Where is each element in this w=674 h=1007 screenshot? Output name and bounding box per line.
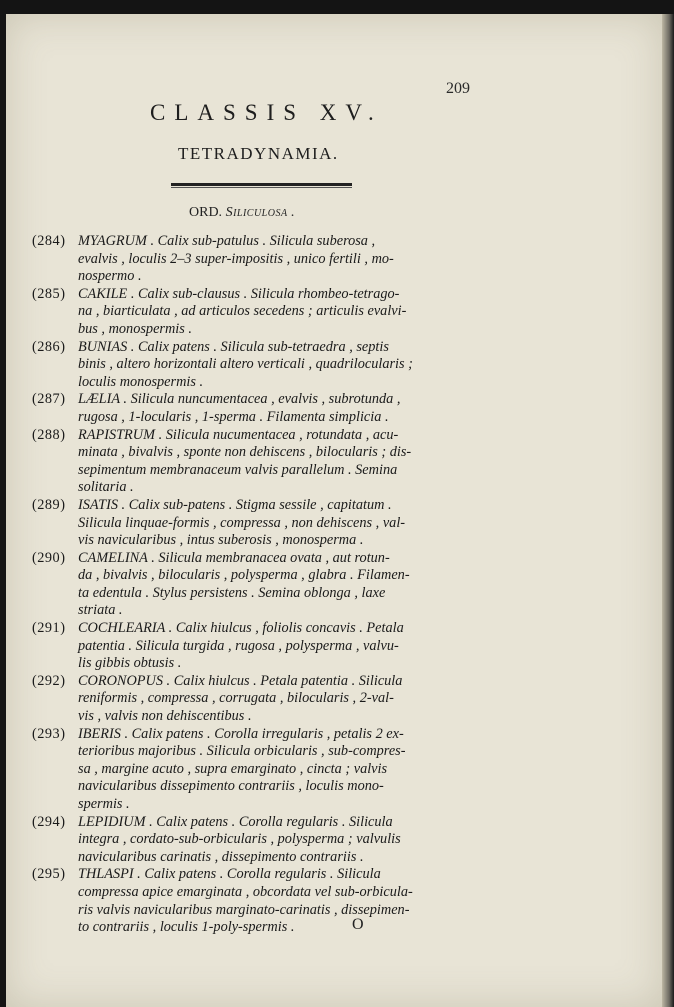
entry-description	[78, 497, 502, 550]
entry-description	[78, 427, 502, 497]
entry-line: nospermo .	[78, 268, 142, 285]
entry-line: bus , monospermis .	[78, 320, 192, 337]
genus-entry	[32, 814, 502, 867]
entry-line: RAPISTRUM . Silicula nucumentacea , rotundata , acu-	[78, 426, 399, 443]
genus-entry	[32, 550, 502, 620]
genus-entries	[32, 233, 502, 937]
genus-entry	[32, 286, 502, 339]
entry-line: integra , cordato-sub-orbicularis , polysperma ; valvulis	[78, 831, 401, 848]
entry-number: (286)	[32, 338, 66, 355]
page-edge-shadow	[662, 14, 674, 1007]
genus-entry	[32, 391, 502, 426]
entry-line: da , bivalvis , bilocularis , polysperma , glabra . Filamen-	[78, 567, 410, 584]
entry-line: sepimentum membranaceum valvis parallelum . Semina	[78, 461, 398, 478]
entry-line: patentia . Silicula turgida , rugosa , polysperma , valvu-	[78, 637, 399, 654]
entry-number: (289)	[32, 496, 66, 513]
entry-line: na , biarticulata , ad articulos secedens ; articulis evalvi-	[78, 303, 407, 320]
entry-line: lis gibbis obtusis .	[78, 655, 182, 672]
entry-line: terioribus majoribus . Silicula orbicularis , sub-compres-	[78, 743, 406, 760]
entry-line: BUNIAS . Calix patens . Silicula sub-tetraedra , septis	[78, 338, 389, 355]
genus-entry	[32, 620, 502, 673]
entry-number: (295)	[32, 866, 66, 883]
entry-line: LEPIDIUM . Calix patens . Corolla regularis . Silicula	[78, 813, 393, 830]
entry-line: striata .	[78, 602, 123, 619]
entry-line: binis , altero horizontali altero verticali , quadrilocularis ;	[78, 356, 413, 373]
entry-number: (291)	[32, 620, 66, 637]
entry-line: CORONOPUS . Calix hiulcus . Petala patentia . Silicula	[78, 672, 403, 689]
entry-number: (290)	[32, 549, 66, 566]
entry-description	[78, 286, 502, 339]
entry-number: (284)	[32, 233, 66, 249]
entry-number: (293)	[32, 725, 66, 742]
order-name: Siliculosa	[225, 205, 288, 220]
entry-description	[78, 814, 502, 867]
entry-line: evalvis , loculis 2–3 super-impositis , unico fertili , mo-	[78, 250, 394, 267]
entry-line: ris valvis navicularibus marginato-carinatis , dissepimen-	[78, 901, 410, 918]
entry-description	[78, 620, 502, 673]
genus-entry	[32, 339, 502, 392]
entry-number: (287)	[32, 391, 66, 408]
entry-line: to contrariis , loculis 1-poly-spermis .	[78, 919, 295, 936]
entry-line: CAKILE . Calix sub-clausus . Silicula rhombeo-tetrago-	[78, 285, 400, 302]
entry-description	[78, 233, 502, 286]
heading-rule	[171, 183, 352, 186]
genus-entry	[32, 497, 502, 550]
entry-line: ISATIS . Calix sub-patens . Stigma sessile , capitatum .	[78, 496, 392, 513]
entry-description	[78, 550, 502, 620]
genus-entry	[32, 726, 502, 814]
entry-description	[78, 673, 502, 726]
entry-line: vis navicularibus , intus suberosis , monosperma .	[78, 532, 364, 549]
entry-line: rugosa , 1-locularis , 1-sperma . Filamenta simplicia .	[78, 408, 389, 425]
entry-description	[78, 866, 502, 936]
signature-mark: O	[352, 916, 364, 933]
entry-line: THLASPI . Calix patens . Corolla regularis . Silicula	[78, 866, 381, 883]
genus-entry	[32, 673, 502, 726]
entry-line: vis , valvis non dehiscentibus .	[78, 708, 252, 725]
entry-number: (294)	[32, 813, 66, 830]
entry-description	[78, 391, 502, 426]
order-prefix: ORD.	[189, 205, 223, 220]
entry-line: navicularibus carinatis , dissepimento contrariis .	[78, 848, 364, 865]
entry-number: (292)	[32, 672, 66, 689]
entry-description	[78, 339, 502, 392]
entry-line: LÆLIA . Silicula nuncumentacea , evalvis , subrotunda ,	[78, 391, 401, 408]
entry-line: solitaria .	[78, 479, 134, 496]
entry-line: ta edentula . Stylus persistens . Semina oblonga , laxe	[78, 584, 386, 601]
genus-entry	[32, 233, 502, 286]
entry-line: compressa apice emarginata , obcordata vel sub-orbicula-	[78, 883, 413, 900]
entry-line: IBERIS . Calix patens . Corolla irregularis , petalis 2 ex-	[78, 725, 404, 742]
entry-line: MYAGRUM . Calix sub-patulus . Silicula suberosa ,	[78, 233, 376, 249]
entry-line: loculis monospermis .	[78, 373, 204, 390]
entry-line: CAMELINA . Silicula membranacea ovata , aut rotun-	[78, 549, 390, 566]
class-heading: CLASSIS XV.	[150, 100, 383, 125]
heading-rule-thin	[171, 187, 352, 188]
entry-line: spermis .	[78, 796, 130, 812]
entry-line: minata , bivalvis , sponte non dehiscens , bilocularis ; dis-	[78, 444, 412, 461]
order-heading	[189, 205, 295, 221]
genus-entry	[32, 866, 502, 936]
entry-line: COCHLEARIA . Calix hiulcus , foliolis concavis . Petala	[78, 620, 404, 637]
entry-line: navicularibus dissepimento contrariis , loculis mono-	[78, 778, 384, 795]
genus-entry	[32, 427, 502, 497]
entry-number: (285)	[32, 285, 66, 302]
order-suffix: .	[291, 205, 295, 220]
entry-number: (288)	[32, 426, 66, 443]
entry-line: Silicula linquae-formis , compressa , non dehiscens , val-	[78, 514, 406, 531]
page-number: 209	[446, 80, 470, 97]
class-subtitle: TETRADYNAMIA.	[178, 144, 339, 163]
entry-line: reniformis , compressa , corrugata , bilocularis , 2-val-	[78, 690, 394, 707]
entry-line: sa , margine acuto , supra emarginato , cincta ; valvis	[78, 760, 388, 777]
entry-description	[78, 726, 502, 814]
